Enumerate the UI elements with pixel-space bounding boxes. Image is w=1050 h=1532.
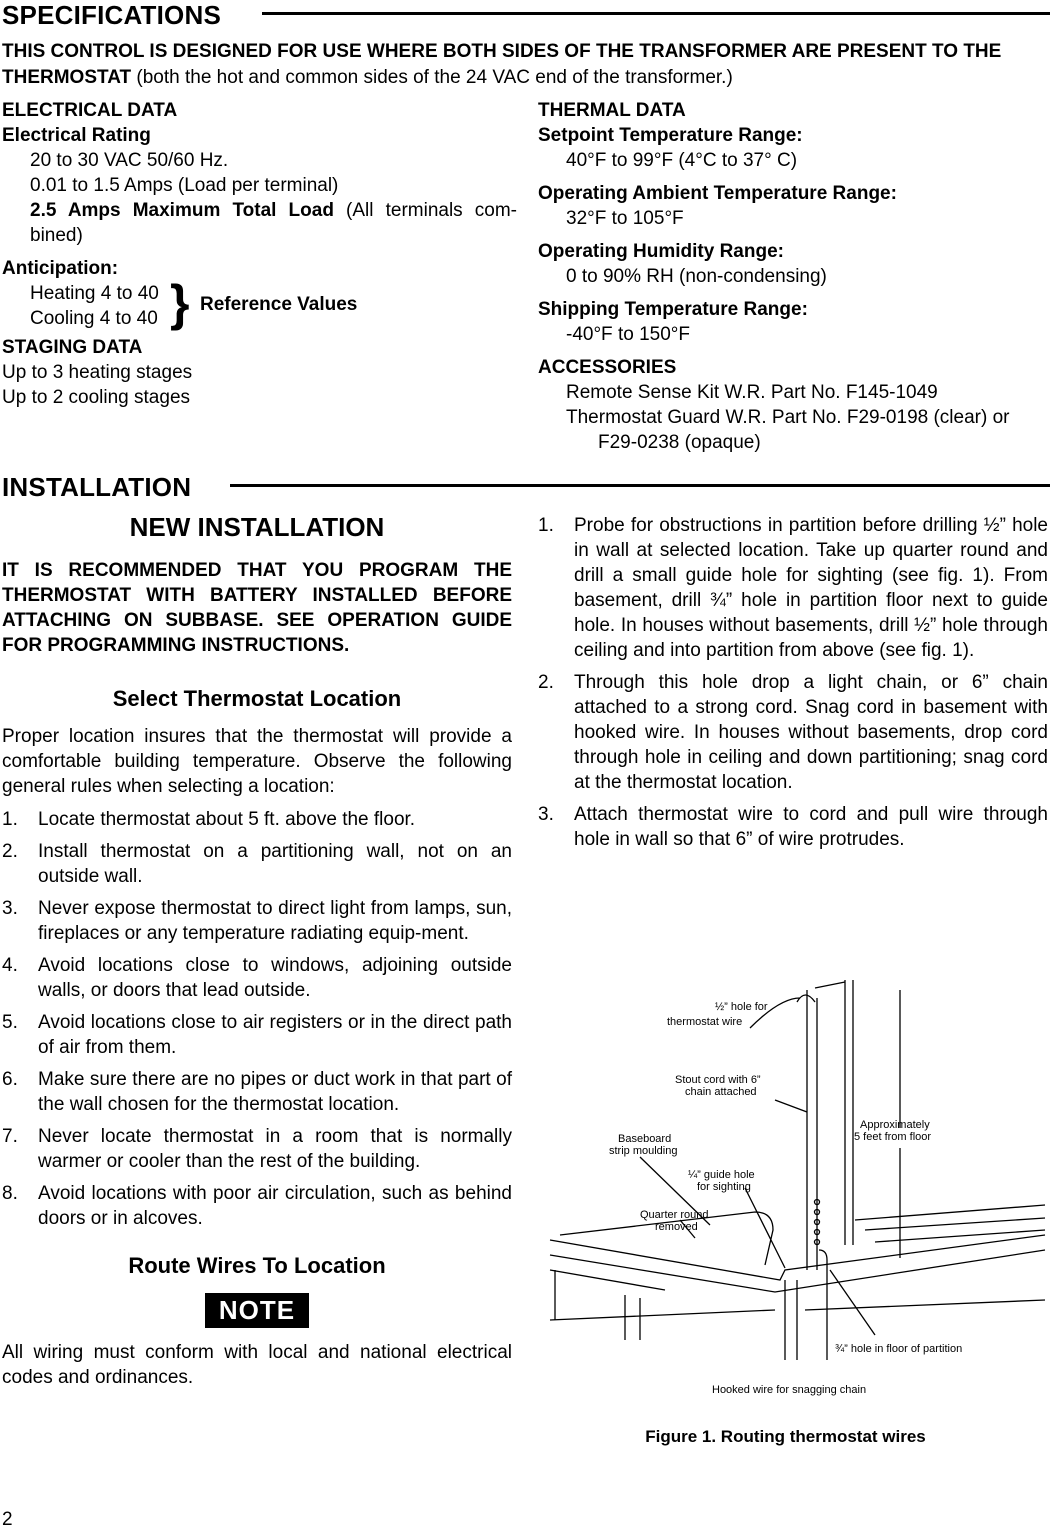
location-rule-text: Locate thermostat about 5 ft. above the floor. bbox=[38, 809, 416, 830]
routing-figure bbox=[545, 980, 1050, 1400]
location-rule-item bbox=[2, 807, 512, 832]
installation-header bbox=[0, 472, 1050, 504]
label-approx-1: Approximately bbox=[860, 1119, 930, 1131]
accessories-title: ACCESSORIES bbox=[538, 357, 677, 378]
electrical-rating-label: Electrical Rating bbox=[2, 125, 151, 146]
routing-step-text: Probe for obstructions in partition before drilling ½” hole in wall at selected location. Take up quarter round and drill a small guide hole for sighting (see fig. 1). From basement, drill ¾” hole in partition floor next to guide hole. In houses without basements, drill ½” hole through ceiling and into partition from above (see fig. 1). bbox=[574, 515, 1048, 661]
note-badge: NOTE bbox=[205, 1293, 309, 1328]
location-rule-number: 3. bbox=[2, 898, 18, 919]
floor-line-right-1 bbox=[865, 1218, 1045, 1230]
hooked-wire bbox=[819, 1250, 827, 1360]
cooling-anticipation: Cooling 4 to 40 bbox=[30, 308, 158, 329]
floor-bottom bbox=[550, 1310, 775, 1320]
humidity-label: Operating Humidity Range: bbox=[538, 241, 784, 262]
label-guide-2: for sighting bbox=[697, 1181, 751, 1193]
installation-right-column bbox=[538, 513, 1048, 859]
baseboard-right bbox=[855, 1205, 1045, 1220]
location-rule-item bbox=[2, 1067, 512, 1117]
note-badge-row bbox=[2, 1293, 512, 1328]
max-load-rest: (All terminals com-bined) bbox=[30, 200, 518, 246]
thermal-data-section bbox=[538, 98, 1048, 455]
setpoint-label: Setpoint Temperature Range: bbox=[538, 125, 803, 146]
location-rule-text: Avoid locations with poor air circulation, such as behind doors or in alcoves. bbox=[38, 1183, 512, 1229]
location-rule-item bbox=[2, 896, 512, 946]
routing-step-number: 3. bbox=[538, 804, 554, 825]
route-wires-title: Route Wires To Location bbox=[128, 1253, 386, 1278]
location-rule-text: Install thermostat on a partitioning wall, not on an outside wall. bbox=[38, 841, 512, 887]
accessory-line-2: Thermostat Guard W.R. Part No. F29-0198 (clear) or bbox=[566, 407, 1010, 428]
intro-bold: THIS CONTROL IS DESIGNED FOR USE WHERE BOTH SIDES OF THE TRANSFORMER ARE PRESENT TO THE THERMOSTAT bbox=[2, 41, 1002, 88]
location-rule-number: 4. bbox=[2, 955, 18, 976]
select-location-intro: Proper location insures that the thermostat will provide a comfortable building temperature. Observe the following general rules when selecting a location: bbox=[2, 726, 512, 797]
figure-caption: Figure 1. Routing thermostat wires bbox=[645, 1427, 926, 1446]
accessory-line-1: Remote Sense Kit W.R. Part No. F145-1049 bbox=[566, 382, 938, 403]
routing-step-number: 2. bbox=[538, 672, 554, 693]
staging-line-1: Up to 3 heating stages bbox=[2, 362, 193, 383]
note-text: All wiring must conform with local and national electrical codes and ordinances. bbox=[2, 1342, 512, 1388]
new-installation-title: NEW INSTALLATION bbox=[129, 512, 385, 542]
location-rule-number: 1. bbox=[2, 809, 18, 830]
routing-step-text: Through this hole drop a light chain, or 6” chain attached to a strong cord. Snag cord in basement with hooked wire. In houses without basements, drop cord through hole in ceiling and down partitioning; snag cord at the thermostat location. bbox=[574, 672, 1048, 793]
location-rule-number: 6. bbox=[2, 1069, 18, 1090]
max-load-bold: 2.5 Amps Maximum Total Load bbox=[30, 200, 334, 221]
label-guide-1: ¼” guide hole bbox=[688, 1169, 755, 1181]
location-rule-text: Avoid locations close to air registers or in the direct path of air from them. bbox=[38, 1012, 512, 1058]
location-rule-number: 2. bbox=[2, 841, 18, 862]
routing-step-item bbox=[538, 670, 1048, 795]
ambient-value: 32°F to 105°F bbox=[566, 208, 684, 229]
shipping-label: Shipping Temperature Range: bbox=[538, 299, 808, 320]
leader-guide bbox=[745, 1188, 785, 1268]
specifications-rule bbox=[262, 12, 1050, 15]
installation-left-column bbox=[2, 510, 512, 1390]
page-number: 2 bbox=[2, 1509, 13, 1530]
electrical-data-title: ELECTRICAL DATA bbox=[2, 100, 178, 121]
location-rule-text: Never expose thermostat to direct light from lamps, sun, fireplaces or any temperature radiating equip-ment. bbox=[38, 898, 512, 944]
routing-step-text: Attach thermostat wire to cord and pull wire through hole in wall so that 6” of wire protrudes. bbox=[574, 804, 1048, 850]
electrical-data-section bbox=[2, 98, 517, 410]
floor-hole-lines bbox=[785, 1280, 797, 1360]
location-rule-item bbox=[2, 839, 512, 889]
max-load bbox=[2, 198, 517, 248]
shipping-value: -40°F to 150°F bbox=[566, 324, 690, 345]
routing-step-item bbox=[538, 513, 1048, 663]
label-approx-2: 5 feet from floor bbox=[854, 1131, 932, 1143]
label-baseboard-1: Baseboard bbox=[618, 1133, 672, 1145]
rating-line-1: 20 to 30 VAC 50/60 Hz. bbox=[30, 150, 229, 171]
label-quarter-2: removed bbox=[655, 1221, 698, 1233]
routing-steps-list bbox=[538, 513, 1048, 852]
label-floor-hole: ¾” hole in floor of partition bbox=[835, 1343, 963, 1355]
location-rule-item bbox=[2, 1124, 512, 1174]
heating-anticipation: Heating 4 to 40 bbox=[30, 283, 159, 304]
routing-step-number: 1. bbox=[538, 515, 554, 536]
programming-warning: IT IS RECOMMENDED THAT YOU PROGRAM THE THERMOSTAT WITH BATTERY INSTALLED BEFORE ATTACHING ON SUBBASE. SEE OPERATION GUIDE FOR PROGRAMMING INSTRUCTIONS. bbox=[2, 560, 512, 656]
floor-plank-1 bbox=[550, 1270, 665, 1290]
brace: } bbox=[170, 275, 190, 331]
select-location-title: Select Thermostat Location bbox=[112, 686, 402, 711]
location-rule-item bbox=[2, 1181, 512, 1231]
label-half-hole-1: ½” hole for bbox=[715, 1001, 768, 1013]
reference-values: Reference Values bbox=[200, 294, 358, 315]
anticipation-values bbox=[2, 275, 517, 333]
floor-edge-1 bbox=[550, 1235, 1045, 1280]
thermal-data-title: THERMAL DATA bbox=[538, 100, 686, 121]
specifications-title: SPECIFICATIONS bbox=[2, 0, 235, 30]
staging-data-title: STAGING DATA bbox=[2, 337, 143, 358]
location-rule-text: Never locate thermostat in a room that is normally warmer or cooler than the rest of the building. bbox=[38, 1126, 512, 1172]
anticipation-label: Anticipation: bbox=[2, 258, 119, 279]
leader-top bbox=[815, 982, 845, 988]
routing-step-item bbox=[538, 802, 1048, 852]
location-rule-item bbox=[2, 1010, 512, 1060]
label-baseboard-2: strip moulding bbox=[609, 1145, 678, 1157]
specifications-header bbox=[0, 0, 1050, 32]
location-rule-text: Avoid locations close to windows, adjoining outside walls, or doors that lead outside. bbox=[38, 955, 512, 1001]
location-rule-text: Make sure there are no pipes or duct work in that part of the wall chosen for the thermostat location. bbox=[38, 1069, 512, 1115]
rating-line-2: 0.01 to 1.5 Amps (Load per terminal) bbox=[30, 175, 339, 196]
location-rules-list bbox=[2, 807, 512, 1231]
installation-rule bbox=[230, 484, 1050, 487]
intro-rest: (both the hot and common sides of the 24 VAC end of the transformer.) bbox=[131, 67, 733, 88]
leader-cord bbox=[775, 1100, 807, 1112]
location-rule-item bbox=[2, 953, 512, 1003]
label-half-hole-2: thermostat wire bbox=[667, 1016, 743, 1028]
specifications-intro bbox=[2, 39, 1047, 91]
setpoint-value: 40°F to 99°F (4°C to 37° C) bbox=[566, 150, 798, 171]
location-rule-number: 8. bbox=[2, 1183, 18, 1204]
humidity-value: 0 to 90% RH (non-condensing) bbox=[566, 266, 827, 287]
location-rule-number: 7. bbox=[2, 1126, 18, 1147]
staging-line-2: Up to 2 cooling stages bbox=[2, 387, 191, 408]
ambient-label: Operating Ambient Temperature Range: bbox=[538, 183, 897, 204]
label-hooked: Hooked wire for snagging chain bbox=[712, 1384, 867, 1396]
location-rule-number: 5. bbox=[2, 1012, 18, 1033]
label-quarter-1: Quarter round bbox=[640, 1209, 709, 1221]
floor-joist-2 bbox=[625, 1295, 640, 1340]
accessory-line-3: F29-0238 (opaque) bbox=[598, 432, 761, 453]
floor-underside bbox=[805, 1300, 1045, 1310]
installation-title: INSTALLATION bbox=[2, 472, 205, 502]
label-cord-2: chain attached bbox=[685, 1086, 757, 1098]
label-cord-1: Stout cord with 6” bbox=[675, 1074, 761, 1086]
